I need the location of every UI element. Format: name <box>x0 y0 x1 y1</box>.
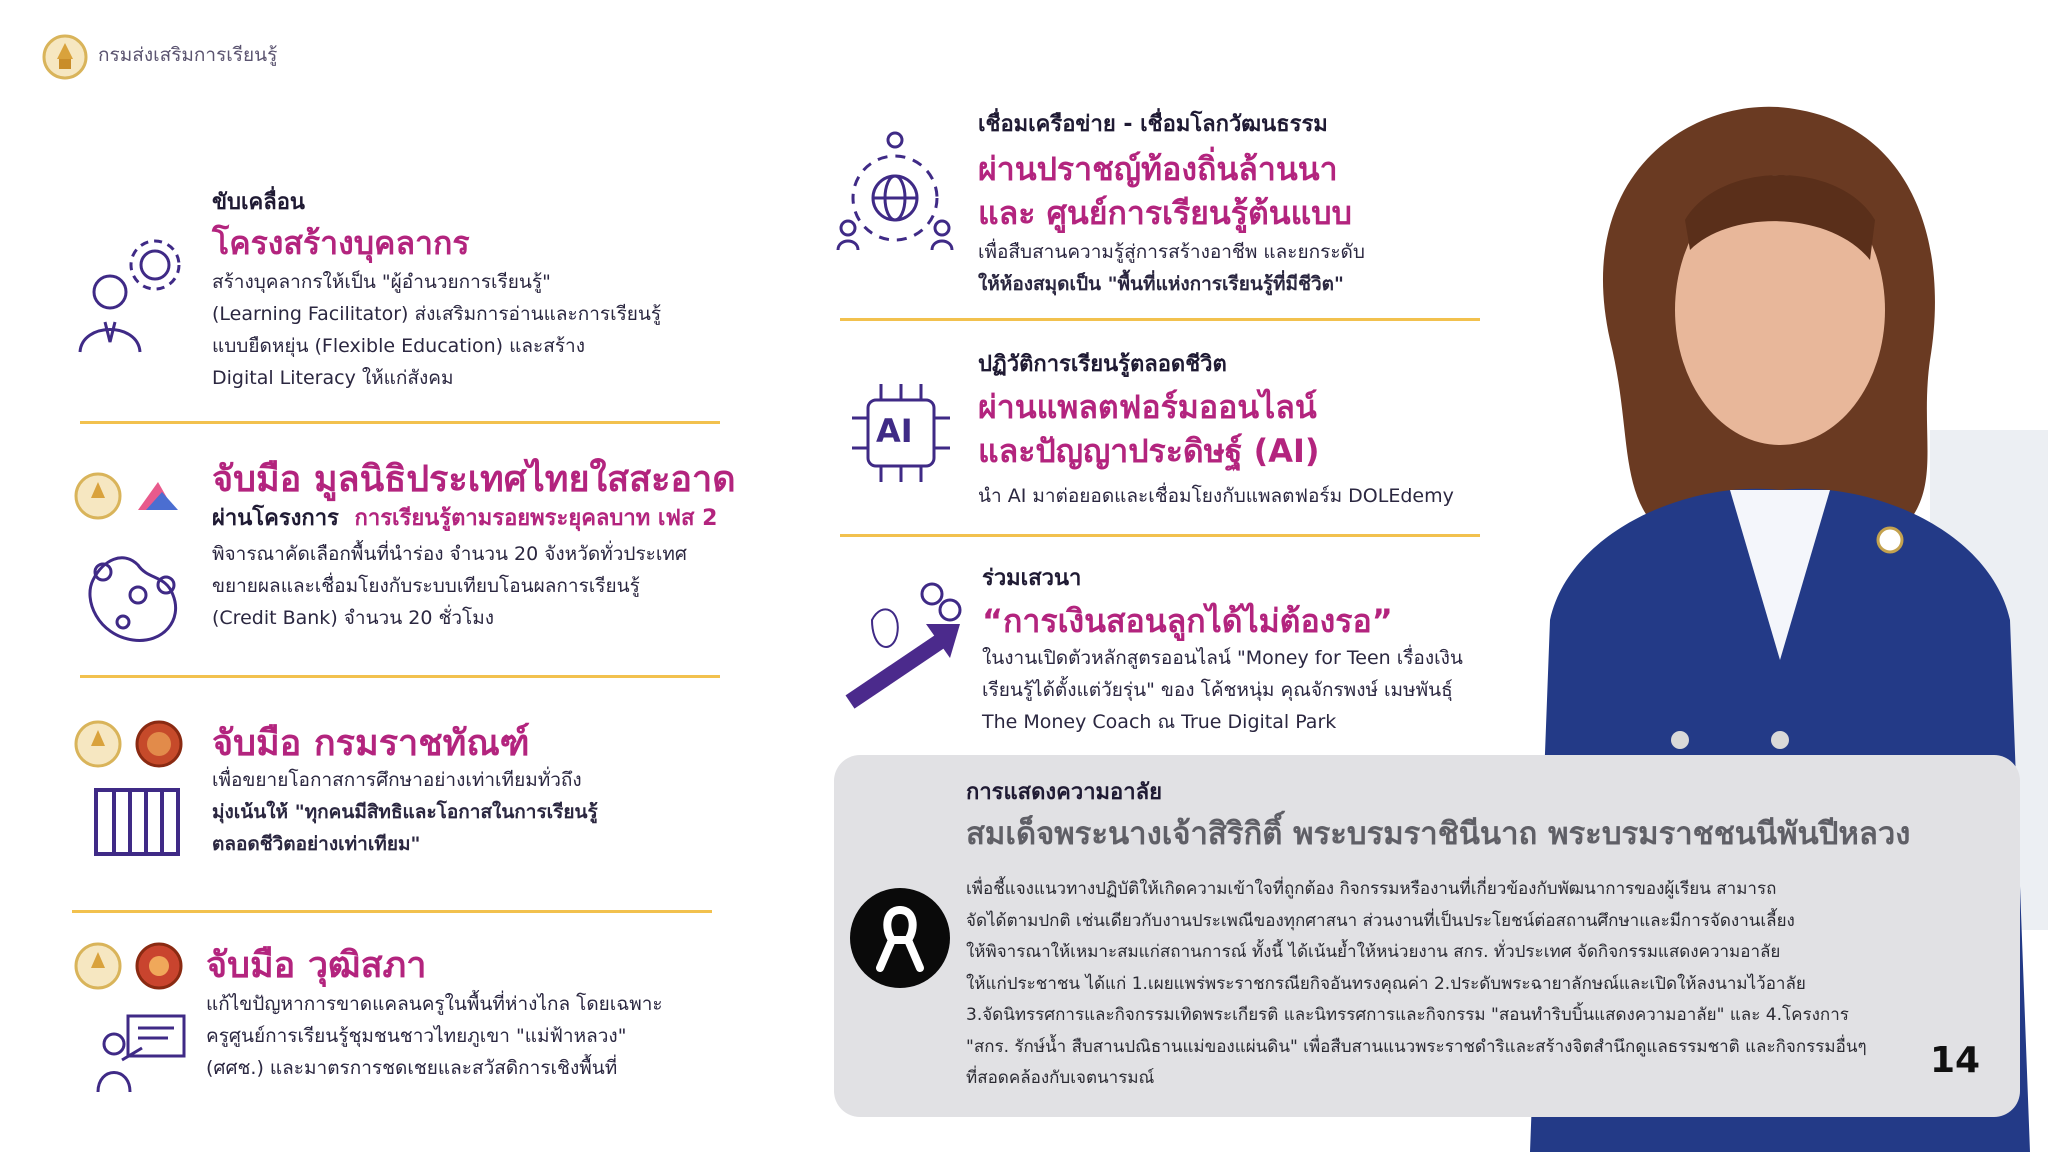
section4-line: (ศศช.) และมาตรการชดเชยและสวัสดิการเชิงพื้นที่ <box>206 1057 618 1079</box>
page-number: 14 <box>1930 1040 1981 1081</box>
section2-line: พิจารณาคัดเลือกพื้นที่นำร่อง จำนวน 20 จังหวัดทั่วประเทศ <box>212 543 687 565</box>
prison-bars-icon <box>92 786 182 858</box>
middle3-line: ในงานเปิดตัวหลักสูตรออนไลน์ "Money for Teen เรื่องเงิน <box>982 647 1463 669</box>
section1-line: สร้างบุคลากรให้เป็น "ผู้อำนวยการเรียนรู้" <box>212 271 551 293</box>
middle1-title1: ผ่านปราชญ์ท้องถิ่นล้านนา <box>978 150 1338 188</box>
middle2-line: นำ AI มาต่อยอดและเชื่อมโยงกับแพลตฟอร์ม DOLEdemy <box>978 485 1454 507</box>
middle3-line: The Money Coach ณ True Digital Park <box>982 711 1337 733</box>
divider <box>840 534 1480 537</box>
section2-via <box>212 500 717 535</box>
section3-line: มุ่งเน้นให้ "ทุกคนมีสิทธิและโอกาสในการเรียนรู้ <box>212 801 598 823</box>
middle3-body <box>982 642 1502 738</box>
section1-title: โครงสร้างบุคลากร <box>212 224 470 262</box>
mourning-line: 3.จัดนิทรรศการและกิจกรรมเทิดพระเกียรติ และนิทรรศการและกิจกรรม "สอนทำริบบิ้นแสดงความอาลัย" และ 4.โครงการ <box>966 1005 1849 1025</box>
section2-line: (Credit Bank) จำนวน 20 ชั่วโมง <box>212 607 495 629</box>
department-name: กรมส่งเสริมการเรียนรู้ <box>98 44 278 66</box>
mourning-line: "สกร. รักษ์น้ำ สืบสานปณิธานแม่ของแผ่นดิน" เพื่อสืบสานแนวพระราชดำริและสร้างจิตสำนึกดูแลธรรมชาติ และกิจกรรมอื่นๆ <box>966 1036 1867 1057</box>
section3-line: ตลอดชีวิตอย่างเท่าเทียม" <box>212 833 421 855</box>
mourning-lead: การแสดงความอาลัย <box>966 780 1162 805</box>
mourning-body <box>966 874 2006 1095</box>
middle2-lead: ปฏิวัติการเรียนรู้ตลอดชีวิต <box>978 352 1227 377</box>
section3-body <box>212 764 772 860</box>
section1-lead: ขับเคลื่อน <box>212 190 305 215</box>
section4-body <box>206 988 766 1084</box>
section4-line: ครูศูนย์การเรียนรู้ชุมชนชาวไทยภูเขา "แม่ฟ้าหลวง" <box>206 1025 627 1047</box>
mourning-line: เพื่อชี้แจงแนวทางปฏิบัติให้เกิดความเข้าใจที่ถูกต้อง กิจกรรมหรืองานที่เกี่ยวข้องกับพัฒนาการของผู้เรียน สามารถ <box>966 879 1777 899</box>
divider <box>80 675 720 678</box>
divider <box>72 910 712 913</box>
teacher-board-icon <box>92 1010 188 1096</box>
section4-line: แก้ไขปัญหาการขาดแคลนครูในพื้นที่ห่างไกล โดยเฉพาะ <box>206 993 663 1015</box>
section1-line: (Learning Facilitator) ส่งเสริมการอ่านและการเรียนรู้ <box>212 303 662 325</box>
middle3-lead: ร่วมเสวนา <box>982 566 1082 591</box>
senate-logos-icon <box>74 940 184 992</box>
partner-logos-icon <box>74 470 184 522</box>
middle1-title2: และ ศูนย์การเรียนรู้ต้นแบบ <box>978 194 1352 232</box>
divider <box>80 421 720 424</box>
section3-title: จับมือ กรมราชทัณฑ์ <box>212 723 530 764</box>
divider <box>840 318 1480 321</box>
middle2-body <box>978 480 1498 512</box>
mourning-line: ที่สอดคล้องกับเจตนารมณ์ <box>966 1068 1155 1088</box>
middle3-title: “การเงินสอนลูกได้ไม่ต้องรอ” <box>982 602 1393 640</box>
network-globe-icon <box>830 128 960 258</box>
black-ribbon-icon <box>850 888 950 988</box>
section1-line: Digital Literacy ให้แก่สังคม <box>212 367 454 389</box>
section3-line: เพื่อขยายโอกาสการศึกษาอย่างเท่าเทียมทั่วถึง <box>212 769 582 791</box>
personnel-gear-icon <box>70 230 200 360</box>
corrections-logos-icon <box>74 718 184 770</box>
department-logo <box>42 34 88 80</box>
ai-chip-label: AI <box>876 412 913 450</box>
mourning-line: จัดได้ตามปกติ เช่นเดียวกับงานประเพณีของทุกศาสนา ส่วนงานที่เป็นประโยชน์ต่อสถานศึกษาและมีการจัดงานเลี้ยง <box>966 910 1795 931</box>
middle1-line: เพื่อสืบสานความรู้สู่การสร้างอาชีพ และยกระดับ <box>978 241 1365 263</box>
section2-project: การเรียนรู้ตามรอยพระยุคลบาท เฟส 2 <box>354 506 718 531</box>
section4-title: จับมือ วุฒิสภา <box>206 945 427 986</box>
section2-title: จับมือ มูลนิธิประเทศไทยใสสะอาด <box>212 459 736 500</box>
mourning-title: สมเด็จพระนางเจ้าสิริกิติ์ พระบรมราชินีนาถ พระบรมราชชนนีพันปีหลวง <box>966 816 1911 852</box>
middle2-title1: ผ่านแพลตฟอร์มออนไลน์ <box>978 388 1317 426</box>
middle1-body <box>978 236 1498 300</box>
section1-line: แบบยืดหยุ่น (Flexible Education) และสร้าง <box>212 335 585 357</box>
section2-line: ขยายผลและเชื่อมโยงกับระบบเทียบโอนผลการเรียนรู้ <box>212 575 640 597</box>
middle2-title2: และปัญญาประดิษฐ์ (AI) <box>978 432 1320 470</box>
middle1-line: ให้ห้องสมุดเป็น "พื้นที่แห่งการเรียนรู้ที่มีชีวิต" <box>978 273 1344 295</box>
money-growth-arrow-icon <box>842 580 972 710</box>
mourning-line: ให้พิจารณาให้เหมาะสมแก่สถานการณ์ ทั้งนี้ ได้เน้นย้ำให้หน่วยงาน สกร. ทั่วประเทศ จัดกิจกรรมแสดงความอาลัย <box>966 942 1781 962</box>
middle3-line: เรียนรู้ได้ตั้งแต่วัยรุ่น" ของ โค้ชหนุ่ม คุณจักรพงษ์ เมษพันธุ์ <box>982 679 1453 701</box>
section1-body <box>212 266 692 394</box>
middle1-lead: เชื่อมเครือข่าย - เชื่อมโลกวัฒนธรรม <box>978 112 1328 137</box>
mourning-line: ให้แก่ประชาชน ได้แก่ 1.เผยแพร่พระราชกรณียกิจอันทรงคุณค่า 2.ประดับพระฉายาลักษณ์และเปิดให้ลงนามไว้อาลัย <box>966 973 1806 994</box>
section2-body <box>212 538 812 634</box>
section2-via-label: ผ่านโครงการ <box>212 506 339 531</box>
map-pins-icon <box>78 540 188 650</box>
